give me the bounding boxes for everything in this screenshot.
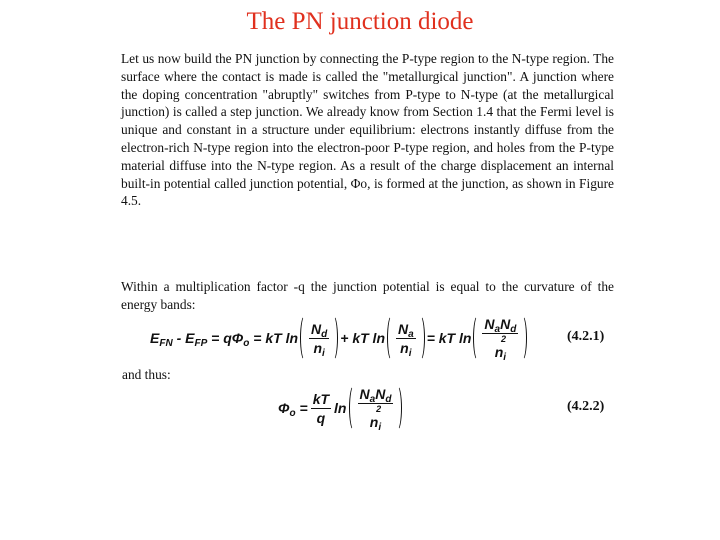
left-paren bbox=[300, 315, 308, 361]
eq2-lhs: $\Phi_o$ = bbox=[278, 400, 308, 419]
paragraph-junction-intro: Let us now build the PN junction by connecting the P-type region to the N-type region. The surface where the contact is made is called the "metallurgical junction". A junction where the doping concentration "abruptly" switches from P-type to N-type (at the metallurgical junction) is called a step junction. We already know from Section 1.4 that the Fermi level is unique and constant in a structure under equilibrium: electrons instantly diffuse from the electron-rich N-type region into the electron-poor P-type region, and holes from the P-type material diffuse into the N-type region. As a result of the charge displacement an internal built-in potential called junction potential, Φo, is formed at the junction, as shown in Figure 4.5. bbox=[121, 51, 614, 209]
fraction-nand-ni2: $N_aN_d$ 2 $n_i$ bbox=[359, 386, 392, 433]
right-paren bbox=[417, 315, 425, 361]
equation-number-4-2-1: (4.2.1) bbox=[567, 329, 605, 344]
fraction-kt-q: $\frac{kT}{q}$ bbox=[312, 390, 330, 426]
right-paren bbox=[330, 315, 338, 361]
equation-4-2-2 bbox=[276, 383, 402, 433]
eq1-equals-term: = kT ln bbox=[426, 330, 472, 346]
fraction-na-ni: $\frac{N_a}{n_i}$ bbox=[398, 320, 414, 359]
right-paren bbox=[519, 315, 527, 361]
equation-4-2-1 bbox=[148, 314, 527, 362]
eq1-lhs: $E_{FN} - E_{FP} = q\Phi_o$ = kT ln bbox=[150, 330, 299, 349]
left-paren bbox=[473, 315, 481, 361]
right-paren bbox=[394, 385, 402, 431]
and-thus-label: and thus: bbox=[122, 367, 171, 382]
fraction-nd-ni: $\frac{N_d}{n_i}$ bbox=[311, 320, 328, 359]
fraction-nand-ni2: $N_aN_d$ 2 $n_i$ bbox=[484, 316, 517, 363]
equation-number-4-2-2: (4.2.2) bbox=[567, 399, 605, 414]
paragraph-energy-bands: Within a multiplication factor -q the junction potential is equal to the curvature of the energy bands: bbox=[121, 279, 614, 312]
left-paren bbox=[387, 315, 395, 361]
left-paren bbox=[349, 385, 357, 431]
page-title: The PN junction diode bbox=[246, 8, 474, 35]
eq2-ln: ln bbox=[334, 400, 347, 416]
eq1-plus-term: + kT ln bbox=[340, 330, 385, 346]
